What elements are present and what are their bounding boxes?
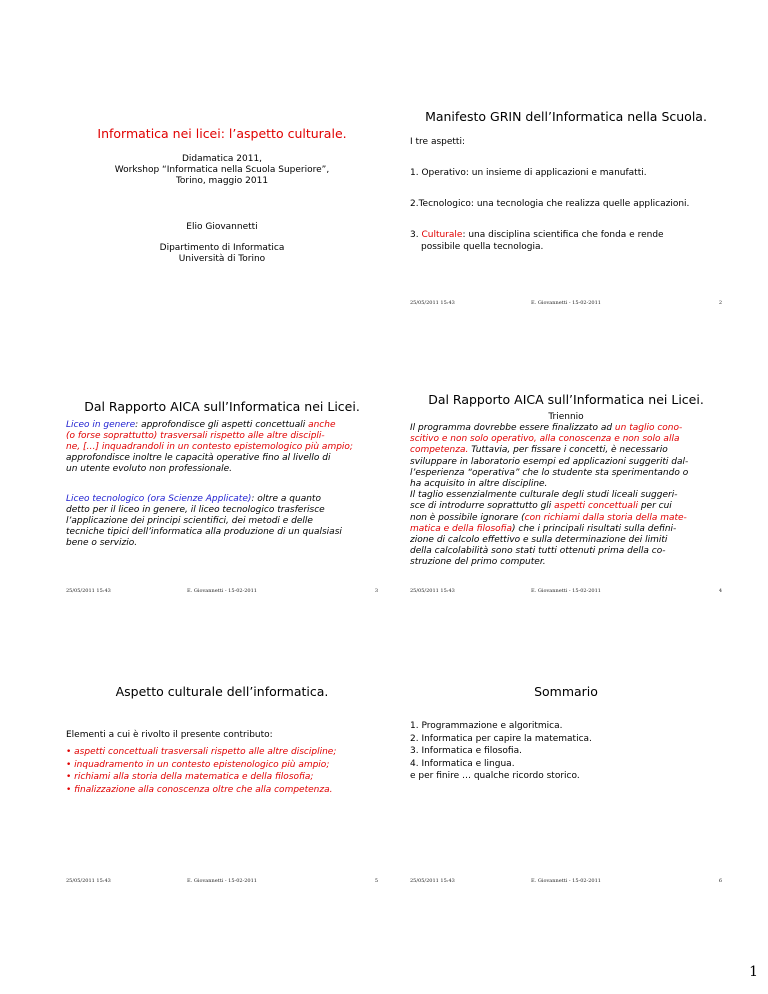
- intro-text: Elementi a cui è rivolto il presente contributo:: [66, 730, 273, 740]
- list-item: 2.Tecnologico: una tecnologia che realizza quelle applicazioni.: [410, 199, 690, 209]
- highlight-text: Culturale: [421, 230, 463, 240]
- slide-title: Manifesto GRIN dell’Informatica nella Scuola.: [425, 109, 707, 124]
- department: [62, 243, 382, 265]
- slide-footer: [66, 588, 378, 598]
- list-item: • richiami alla storia della matematica e della filosofia;: [66, 772, 314, 782]
- footer-author: E. Giovannetti - 15-02-2011: [187, 878, 257, 884]
- bullet-list: [66, 746, 378, 796]
- slide-2: [406, 102, 726, 307]
- page-number: 1: [749, 964, 758, 980]
- event-line: Torino, maggio 2011: [175, 176, 269, 186]
- dept-line: Dipartimento di Informatica: [159, 243, 285, 253]
- summary-list: [410, 720, 722, 783]
- slide-title: Informatica nei licei: l’aspetto culturale.: [97, 126, 347, 141]
- list-item: • inquadramento in un contesto epistenologico più ampio;: [66, 759, 330, 770]
- slide-number: 2: [718, 300, 722, 306]
- dept-line: Università di Torino: [178, 254, 266, 264]
- slide-footer: [66, 878, 378, 888]
- slide-number: 5: [374, 878, 378, 884]
- slide-footer: [410, 878, 722, 888]
- slide-footer: [410, 588, 722, 598]
- footer-date: 25/05/2011 15:43: [66, 878, 111, 884]
- list-item: 3. Culturale: una disciplina scientifica che fonda e rende possibile quella tecnologia.: [410, 230, 664, 252]
- intro-text: I tre aspetti:: [410, 137, 465, 147]
- event-line: Didamatica 2011,: [181, 154, 263, 164]
- footer-author: E. Giovannetti - 15-02-2011: [531, 588, 601, 594]
- footer-author: E. Giovannetti - 15-02-2011: [531, 300, 601, 306]
- list-item: 1. Programmazione e algoritmica.: [410, 721, 563, 731]
- slide-3: [62, 390, 382, 595]
- slide-6: [406, 680, 726, 885]
- slide-number: 6: [718, 878, 722, 884]
- footer-date: 25/05/2011 15:43: [410, 588, 455, 594]
- slide-title: Sommario: [534, 684, 598, 699]
- author-name: Elio Giovannetti: [186, 222, 258, 232]
- event-info: [62, 154, 382, 187]
- slide-4: [406, 390, 726, 595]
- paragraph: Il programma dovrebbe essere finalizzato ad un taglio cono- scitivo e non solo operativo, alla conoscenza e non solo alla competenza. Tuttavia, per fissare i concetti, è necessario sviluppare in laboratorio esempi ed applicazioni suggeriti dal- l’esperienza “operativa” che lo studente sta sperimentando o ha acquisito in altre discipline. Il taglio essenzialmente culturale degli studi liceali suggeri- sce di introdurre soprattutto gli aspetti concettuali per cui non è possibile ignorare (con richiami dalla storia della mate- matica e della filosofia) che i principali risultati sulla defini- zione di calcolo effettivo e sulla determinazione dei limiti della calcolabilità sono stati tutti ottenuti prima della co- struzione del primo computer.: [410, 423, 689, 568]
- closing-line: e per finire … qualche ricordo storico.: [410, 771, 580, 781]
- slide-subtitle: Triennio: [548, 412, 584, 422]
- footer-author: E. Giovannetti - 15-02-2011: [187, 588, 257, 594]
- footer-date: 25/05/2011 15:43: [66, 588, 111, 594]
- list-item: 4. Informatica e lingua.: [410, 758, 515, 769]
- slide-number: 4: [718, 588, 722, 594]
- list-item: 3. Informatica e filosofia.: [410, 746, 522, 756]
- list-item: 2. Informatica per capire la matematica.: [410, 733, 592, 744]
- slide-footer: [410, 300, 722, 310]
- slide-1: [62, 102, 382, 307]
- paragraph: Liceo tecnologico (ora Scienze Applicate): oltre a quanto detto per il liceo in genere, il liceo tecnologico trasferisce l’applicazione dei principi scientifici, dei metodi e delle tecniche tipici dell’informatica alla produzione di un qualsiasi bene o servizio.: [66, 494, 342, 548]
- list-item: • aspetti concettuali trasversali rispetto alle altre discipline;: [66, 747, 337, 757]
- slide-title: Aspetto culturale dell’informatica.: [115, 684, 329, 699]
- slide-5: [62, 680, 382, 885]
- footer-author: E. Giovannetti - 15-02-2011: [531, 878, 601, 884]
- slide-number: 3: [374, 588, 378, 594]
- footer-date: 25/05/2011 15:43: [410, 300, 455, 306]
- paragraph: Liceo in genere: approfondisce gli aspetti concettuali anche (o forse soprattutto) trasversali rispetto alle altre discipli- ne, […] inquadrandoli in un contesto epistemologico più ampio; approfondisce inoltre le capacità operative fino al livello di un utente evoluto non professionale.: [66, 420, 353, 474]
- slide-title: Dal Rapporto AICA sull’Informatica nei Licei.: [84, 399, 360, 414]
- list-item: 1. Operativo: un insieme di applicazioni e manufatti.: [410, 168, 647, 178]
- slide-title: Dal Rapporto AICA sull’Informatica nei Licei.: [428, 392, 704, 407]
- event-line: Workshop “Informatica nella Scuola Superiore”,: [114, 165, 330, 175]
- footer-date: 25/05/2011 15:43: [410, 878, 455, 884]
- list-item: • finalizzazione alla conoscenza oltre che alla competenza.: [66, 784, 333, 795]
